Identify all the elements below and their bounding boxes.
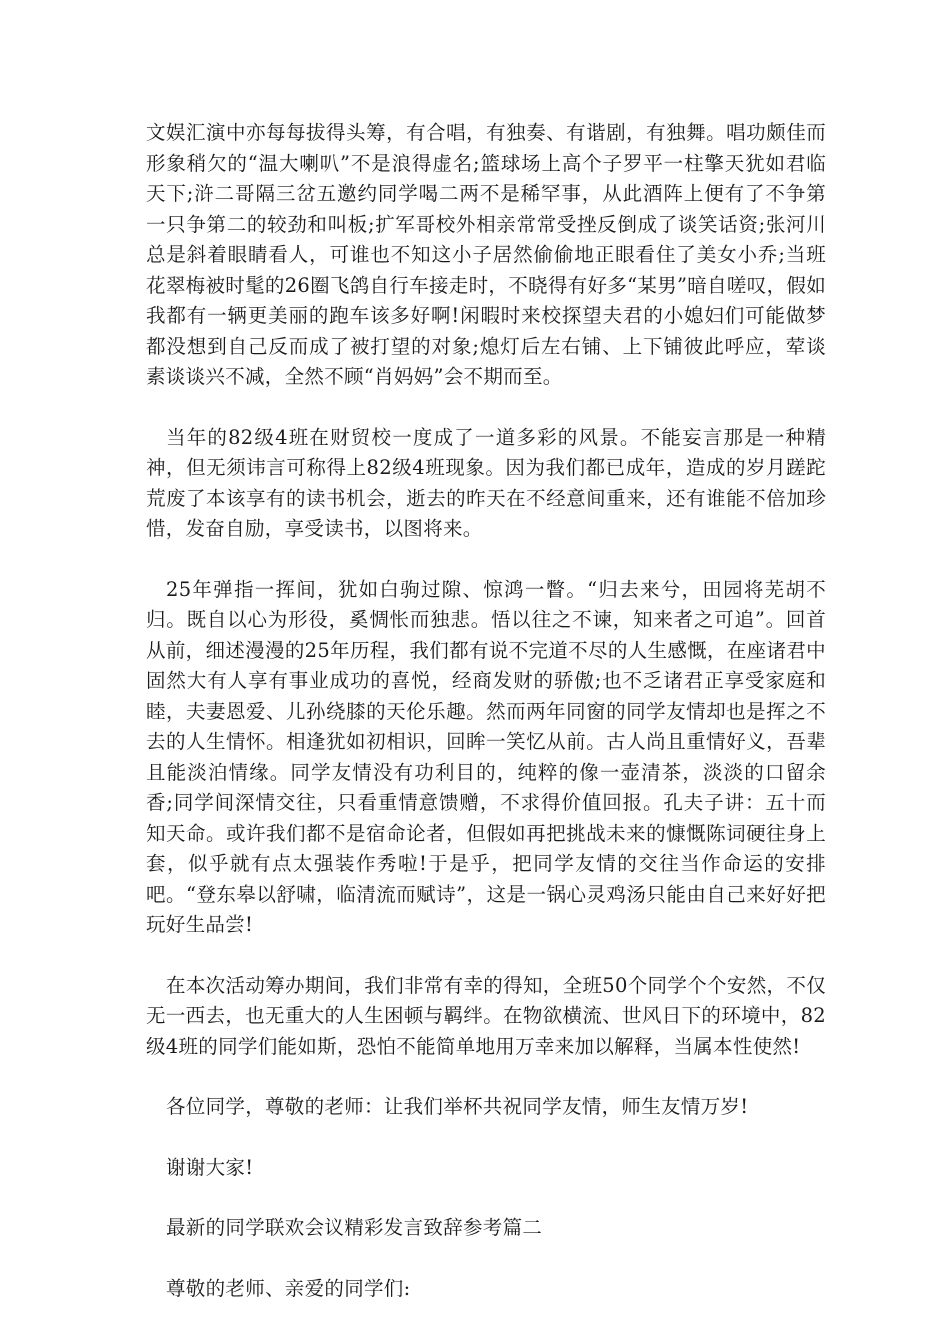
section-heading: 最新的同学联欢会议精彩发言致辞参考篇二 — [166, 1216, 543, 1239]
paragraph-1: 文娱汇演中亦每每拔得头筹，有合唱，有独奏、有谐剧，有独舞。唱功颇佳而形象稍欠的“温大喇叭”不是浪得虚名;篮球场上高个子罗平一柱擎天犹如君临天下;浒二哥隔三岔五邀约同学喝二两不是稀罕事，从此酒阵上便有了不争第一只争第二的较劲和叫板;扩军哥校外相亲常常受挫反倒成了谈笑话资;张河川总是斜着眼睛看人，可谁也不知这小子居然偷偷地正眼看住了美女小乔;当班花翠梅被时髦的26圈飞鸽自行车接走时，不晓得有好多“某男”暗自嗟叹，假如我都有一辆更美丽的跑车该多好啊!闲暇时来校探望夫君的小媳妇们可能做梦都没想到自己反而成了被打望的对象;熄灯后左右铺、上下铺彼此呼应，荤谈素谈谈兴不减，全然不顾“肖妈妈”会不期而至。 — [146, 121, 826, 388]
paragraph-2: 当年的82级4班在财贸校一度成了一道多彩的风景。不能妄言那是一种精神，但无须讳言可称得上82级4班现象。因为我们都已成年，造成的岁月蹉跎荒废了本该享有的读书机会，逝去的昨天在不经意间重来，还有谁能不倍加珍惜，发奋自励，享受读书，以图将来。 — [146, 425, 826, 540]
document-body — [146, 118, 826, 1334]
paragraph-3: 25年弹指一挥间，犹如白驹过隙、惊鸿一瞥。“归去来兮，田园将芜胡不归。既自以心为形役，奚惆怅而独悲。悟以往之不谏，知来者之可追”。回首从前，细述漫漫的25年历程，我们都有说不完道不尽的人生感慨，在座诸君中固然大有人享有事业成功的喜悦，经商发财的骄傲;也不乏诸君正享受家庭和睦，夫妻恩爱、儿孙绕膝的天伦乐趣。然而两年同窗的同学友情却也是挥之不去的人生情怀。相逢犹如初相识，回眸一笑忆从前。古人尚且重情好义，吾辈且能淡泊情缘。同学友情没有功利目的，纯粹的像一壶清茶，淡淡的口留余香;同学间深情交往，只看重情意馈赠，不求得价值回报。孔夫子讲：五十而知天命。或许我们都不是宿命论者，但假如再把挑战未来的慷慨陈词硬往身上套，似乎就有点太强装作秀啦!于是乎，把同学友情的交往当作命运的安排吧。“登东皋以舒啸，临清流而赋诗”，这是一锅心灵鸡汤只能由自己来好好把玩好生品尝! — [146, 577, 826, 936]
paragraph-5: 各位同学，尊敬的老师：让我们举杯共祝同学友情，师生友情万岁! — [166, 1095, 749, 1118]
salutation: 尊敬的老师、亲爱的同学们: — [166, 1276, 411, 1300]
paragraph-4: 在本次活动筹办期间，我们非常有幸的得知，全班50个同学个个安然，不仅无一西去，也无重大的人生困顿与羁绊。在物欲横流、世风日下的环境中，82级4班的同学们能如斯，恐怕不能简单地用万幸来加以解释，当属本性使然! — [146, 973, 826, 1058]
paragraph-6: 谢谢大家! — [166, 1155, 254, 1179]
